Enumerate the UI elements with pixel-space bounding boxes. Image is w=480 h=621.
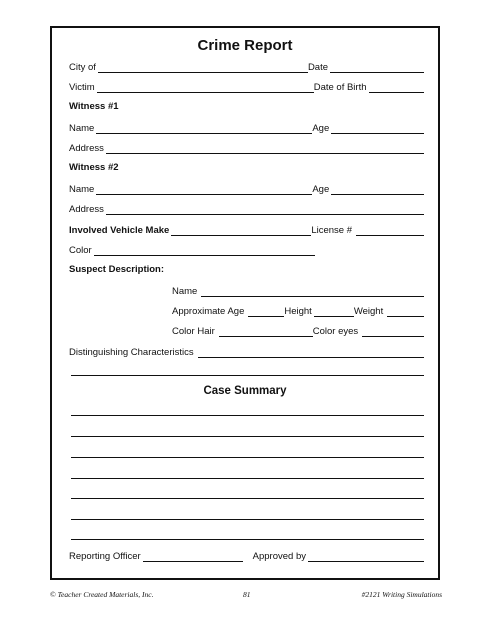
case-summary-line-4[interactable] [71, 478, 424, 479]
footer-page-number: 81 [243, 590, 251, 599]
footer-product: #2121 Writing Simulations [361, 590, 442, 599]
height-label: Height [284, 306, 312, 317]
vehicle-color-field[interactable] [94, 245, 315, 256]
witness1-address-label: Address [69, 143, 104, 154]
vehicle-color-row [69, 243, 424, 256]
vehicle-label: Involved Vehicle Make [69, 225, 170, 236]
signoff-row [69, 549, 424, 562]
distinguishing-label: Distinguishing Characteristics [69, 347, 194, 358]
approx-age-label: Approximate Age [172, 306, 245, 317]
case-summary-line-6[interactable] [71, 519, 424, 520]
victim-row [69, 80, 424, 93]
city-label: City of [69, 62, 96, 73]
vehicle-row [69, 223, 424, 236]
color-label: Color [69, 245, 92, 256]
distinguishing-row [69, 345, 424, 358]
suspect-name-row [172, 284, 424, 297]
case-summary-line-5[interactable] [71, 498, 424, 499]
witness2-address-label: Address [69, 204, 104, 215]
witness2-name-label: Name [69, 184, 95, 195]
city-date-row [69, 60, 424, 73]
case-summary-heading: Case Summary [203, 385, 287, 397]
footer-publisher: © Teacher Created Materials, Inc. [50, 590, 154, 599]
witness1-address-field[interactable] [106, 143, 424, 154]
witness2-name-row [69, 182, 424, 195]
eyes-label: Color eyes [312, 326, 359, 337]
suspect-name-label: Name [172, 286, 198, 297]
suspect-color-row [172, 324, 424, 337]
dob-label: Date of Birth [313, 82, 367, 93]
height-field[interactable] [314, 306, 354, 317]
eyes-field[interactable] [362, 326, 424, 337]
date-label: Date [307, 62, 329, 73]
witness1-age-field[interactable] [331, 123, 424, 134]
witness1-name-field[interactable] [96, 123, 312, 134]
approx-age-field[interactable] [248, 306, 284, 317]
dob-field[interactable] [369, 82, 424, 93]
reporting-officer-label: Reporting Officer [69, 551, 141, 562]
witness2-age-label: Age [312, 184, 330, 195]
hair-label: Color Hair [172, 326, 215, 337]
vehicle-field[interactable] [171, 225, 311, 236]
witness1-heading: Witness #1 [69, 101, 119, 112]
victim-field[interactable] [97, 82, 314, 93]
victim-label: Victim [69, 82, 95, 93]
witness1-address-row [69, 141, 424, 154]
city-field[interactable] [98, 62, 308, 73]
approved-by-label: Approved by [252, 551, 306, 562]
witness1-age-label: Age [312, 123, 330, 134]
suspect-measure-row [172, 304, 424, 317]
case-summary-line-7[interactable] [71, 539, 424, 540]
distinguishing-line-2[interactable] [71, 375, 424, 376]
hair-field[interactable] [219, 326, 313, 337]
weight-field[interactable] [387, 306, 424, 317]
witness1-name-row [69, 121, 424, 134]
distinguishing-field[interactable] [198, 347, 424, 358]
license-label: License # [311, 225, 352, 236]
witness2-age-field[interactable] [331, 184, 424, 195]
case-summary-line-1[interactable] [71, 415, 424, 416]
witness2-address-row [69, 202, 424, 215]
form-title: Crime Report [197, 37, 293, 54]
suspect-name-field[interactable] [201, 286, 424, 297]
case-summary-line-2[interactable] [71, 436, 424, 437]
approved-by-field[interactable] [308, 551, 424, 562]
reporting-officer-field[interactable] [143, 551, 243, 562]
witness1-name-label: Name [69, 123, 95, 134]
case-summary-line-3[interactable] [71, 457, 424, 458]
weight-label: Weight [353, 306, 384, 317]
license-field[interactable] [356, 225, 424, 236]
date-field[interactable] [330, 62, 424, 73]
witness2-heading: Witness #2 [69, 162, 119, 173]
suspect-heading: Suspect Description: [69, 264, 165, 275]
witness2-name-field[interactable] [96, 184, 312, 195]
crime-report-form [50, 26, 440, 580]
witness2-address-field[interactable] [106, 204, 424, 215]
